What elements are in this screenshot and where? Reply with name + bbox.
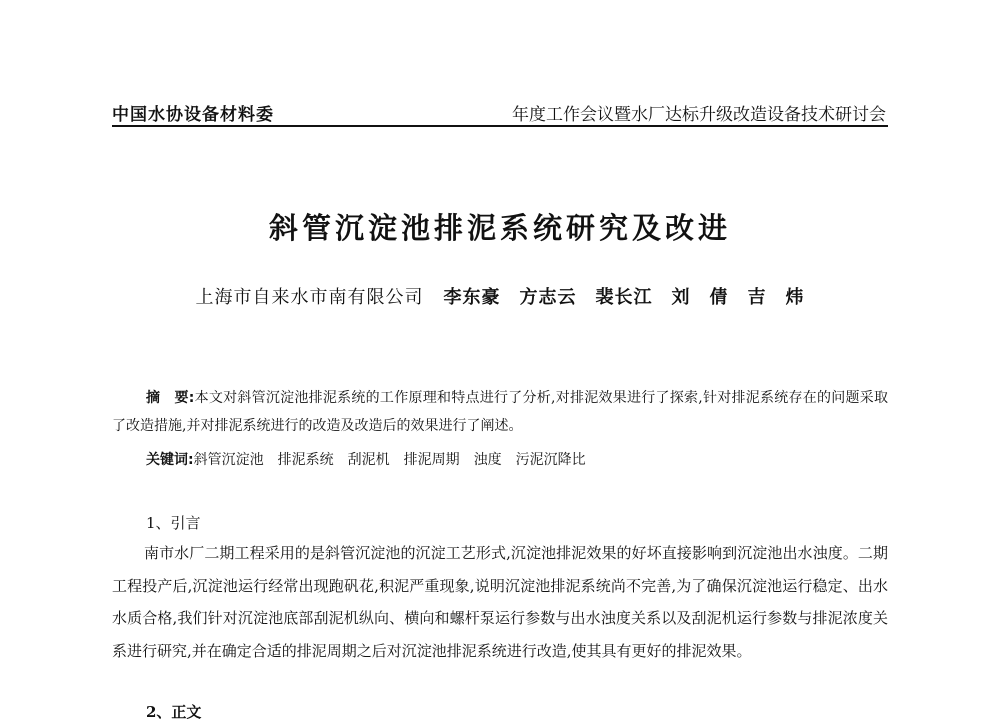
- abstract-label: 摘 要:: [146, 390, 195, 406]
- abstract-text: 本文对斜管沉淀池排泥系统的工作原理和特点进行了分析,对排泥效果进行了探索,针对排泥系统存在的问题采取了改造措施,并对排泥系统进行的改造及改造后的效果进行了阐述。: [112, 390, 888, 434]
- author-line: [0, 283, 1000, 309]
- keywords-label: 关键词:: [146, 452, 194, 468]
- author-names: 李东豪 方志云 裴长江 刘 倩 吉 炜: [443, 287, 805, 308]
- keywords-text: 斜管沉淀池 排泥系统 刮泥机 排泥周期 浊度 污泥沉降比: [193, 452, 586, 468]
- header-conference: 年度工作会议暨水厂达标升级改造设备技术研讨会: [512, 105, 886, 125]
- section-heading-introduction: 1、引言: [146, 514, 201, 532]
- section-heading-main-text: 2、正文: [146, 703, 202, 721]
- running-header: [112, 100, 886, 126]
- paper-title: 斜管沉淀池排泥系统研究及改进: [268, 211, 731, 245]
- author-affiliation: 上海市自来水市南有限公司: [195, 287, 424, 308]
- header-rule: [112, 125, 888, 127]
- abstract: [112, 384, 888, 440]
- header-organization: 中国水协设备材料委: [112, 105, 274, 125]
- keywords: [146, 449, 586, 469]
- introduction-paragraph: 南市水厂二期工程采用的是斜管沉淀池的沉淀工艺形式,沉淀池排泥效果的好坏直接影响到沉淀池出水浊度。二期工程投产后,沉淀池运行经常出现跑矾花,积泥严重现象,说明沉淀池排泥系统尚不完善,为了确保沉淀池运行稳定、出水水质合格,我们针对沉淀池底部刮泥机纵向、横向和螺杆泵运行参数与出水浊度关系以及刮泥机运行参数与排泥浓度关系进行研究,并在确定合适的排泥周期之后对沉淀池排泥系统进行改造,使其具有更好的排泥效果。: [112, 544, 888, 660]
